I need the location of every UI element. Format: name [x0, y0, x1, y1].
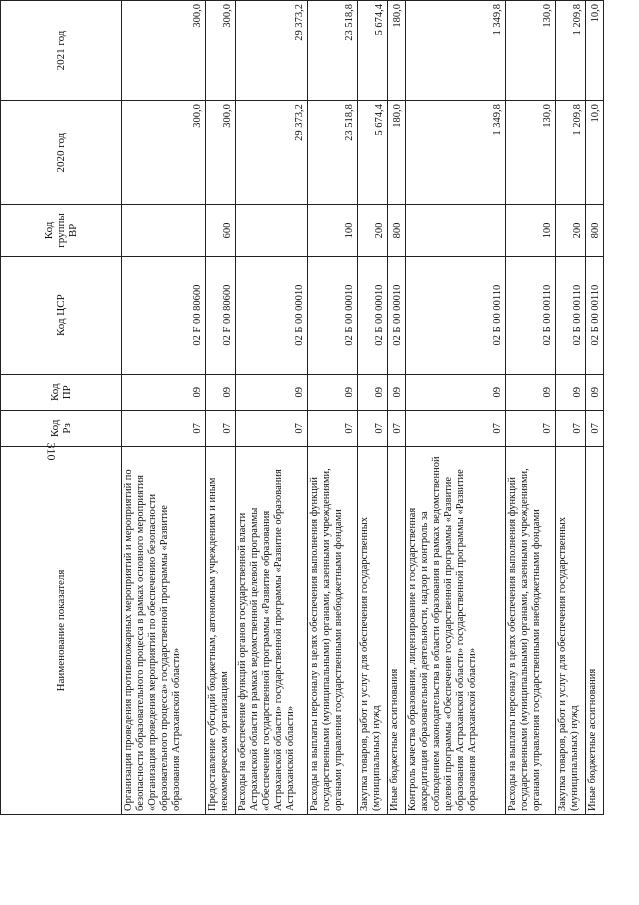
- row-2021: 300,0: [206, 1, 236, 101]
- row-2021: 180,0: [388, 1, 406, 101]
- row-vr: 800: [586, 205, 604, 256]
- row-csr: 02 F 00 80600: [206, 256, 236, 374]
- row-pr: 09: [206, 374, 236, 410]
- row-rz: 07: [308, 410, 358, 446]
- row-vr: 600: [206, 205, 236, 256]
- table-header: [1, 1, 122, 815]
- row-csr: 02 Б 00 00010: [236, 256, 308, 374]
- table-row: [586, 1, 604, 815]
- row-2021: 23 518,8: [308, 1, 358, 101]
- table-row: [506, 1, 556, 815]
- row-name: Предоставление субсидий бюджетным, автономным учреждениям и иным некоммерческим организациям: [206, 446, 236, 814]
- table-row: [206, 1, 236, 815]
- row-name: Расходы на выплаты персоналу в целях обеспечения выполнения функций государственными (муниципальными) органами, казенными учреждениями, органами управления государственными внебюджетными фондами: [506, 446, 556, 814]
- table-row: [308, 1, 358, 815]
- row-rz: 07: [358, 410, 388, 446]
- row-2020: 29 373,2: [236, 101, 308, 205]
- row-2020: 1 349,8: [406, 101, 506, 205]
- row-pr: 09: [388, 374, 406, 410]
- row-2021: 300,0: [122, 1, 206, 101]
- row-csr: 02 Б 00 00010: [358, 256, 388, 374]
- table-row: [122, 1, 206, 815]
- row-csr: 02 Б 00 00010: [308, 256, 358, 374]
- row-pr: 09: [358, 374, 388, 410]
- row-pr: 09: [236, 374, 308, 410]
- row-2021: 29 373,2: [236, 1, 308, 101]
- row-name: Расходы на обеспечение функций органов государственной власти Астраханской области в рамках ведомственной целевой программы «Обеспечение государственной программы «Развитие образования Астраханской области» государственной программы «Развитие образования Астраханской области»: [236, 446, 308, 814]
- row-pr: 09: [406, 374, 506, 410]
- header-pr: Код ПР: [1, 374, 122, 410]
- row-rz: 07: [586, 410, 604, 446]
- row-rz: 07: [236, 410, 308, 446]
- row-2020: 130,0: [506, 101, 556, 205]
- row-csr: 02 Б 00 00110: [506, 256, 556, 374]
- row-pr: 09: [556, 374, 586, 410]
- row-vr: [236, 205, 308, 256]
- row-rz: 07: [206, 410, 236, 446]
- row-csr: 02 Б 00 00010: [388, 256, 406, 374]
- header-vr: Код группы ВР: [1, 205, 122, 256]
- row-2020: 1 209,8: [556, 101, 586, 205]
- row-name: Иные бюджетные ассигнования: [586, 446, 604, 814]
- table-row: [358, 1, 388, 815]
- page-number: 310: [44, 442, 59, 461]
- row-rz: 07: [388, 410, 406, 446]
- row-pr: 09: [506, 374, 556, 410]
- row-csr: 02 Б 00 00110: [586, 256, 604, 374]
- row-2020: 300,0: [206, 101, 236, 205]
- row-vr: 200: [556, 205, 586, 256]
- row-vr: [406, 205, 506, 256]
- row-pr: 09: [586, 374, 604, 410]
- row-2020: 23 518,8: [308, 101, 358, 205]
- row-rz: 07: [556, 410, 586, 446]
- row-2020: 10,0: [586, 101, 604, 205]
- header-name: Наименование показателя: [1, 446, 122, 814]
- row-rz: 07: [122, 410, 206, 446]
- row-2021: 1 209,8: [556, 1, 586, 101]
- header-2020: 2020 год: [1, 101, 122, 205]
- row-rz: 07: [506, 410, 556, 446]
- row-2020: 300,0: [122, 101, 206, 205]
- row-2021: 130,0: [506, 1, 556, 101]
- row-csr: 02 Б 00 00110: [556, 256, 586, 374]
- table-row: [236, 1, 308, 815]
- row-vr: 200: [358, 205, 388, 256]
- row-vr: 100: [506, 205, 556, 256]
- row-vr: [122, 205, 206, 256]
- row-2020: 180,0: [388, 101, 406, 205]
- row-pr: 09: [122, 374, 206, 410]
- table-row: [406, 1, 506, 815]
- header-csr: Код ЦСР: [1, 256, 122, 374]
- row-name: Расходы на выплаты персоналу в целях обеспечения выполнения функций государственными (муниципальными) органами, казенными учреждениями, органами управления государственными внебюджетными фондами: [308, 446, 358, 814]
- row-2020: 5 674,4: [358, 101, 388, 205]
- row-name: Закупка товаров, работ и услуг для обеспечения государственных (муниципальных) нужд: [556, 446, 586, 814]
- row-name: Организация проведения противопожарных мероприятий и мероприятий по безопасности образовательного процесса в рамках основного мероприятия «Организация проведения мероприятий по обеспечению безопасности образовательного процесса» государственной программы «Развитие образования Астраханской области»: [122, 446, 206, 814]
- row-vr: 800: [388, 205, 406, 256]
- row-vr: 100: [308, 205, 358, 256]
- row-name: Контроль качества образования, лицензирование и государственная аккредитация образовательной деятельности, надзор и контроль за соблюдением законодательства в области образования в рамках ведомственной целевой программы «Обеспечение государственной программы «Развитие образования Астраханской области» государственной программы «Развитие образования Астраханской области»: [406, 446, 506, 814]
- header-2021: 2021 год: [1, 1, 122, 101]
- row-csr: 02 F 00 80600: [122, 256, 206, 374]
- row-pr: 09: [308, 374, 358, 410]
- row-csr: 02 Б 00 00110: [406, 256, 506, 374]
- row-name: Закупка товаров, работ и услуг для обеспечения государственных (муниципальных) нужд: [358, 446, 388, 814]
- row-2021: 5 674,4: [358, 1, 388, 101]
- row-2021: 10,0: [586, 1, 604, 101]
- table-row: [388, 1, 406, 815]
- header-rz: Код Рз: [1, 410, 122, 446]
- table-body: [122, 1, 604, 815]
- row-rz: 07: [406, 410, 506, 446]
- row-2021: 1 349,8: [406, 1, 506, 101]
- table-row: [556, 1, 586, 815]
- row-name: Иные бюджетные ассигнования: [388, 446, 406, 814]
